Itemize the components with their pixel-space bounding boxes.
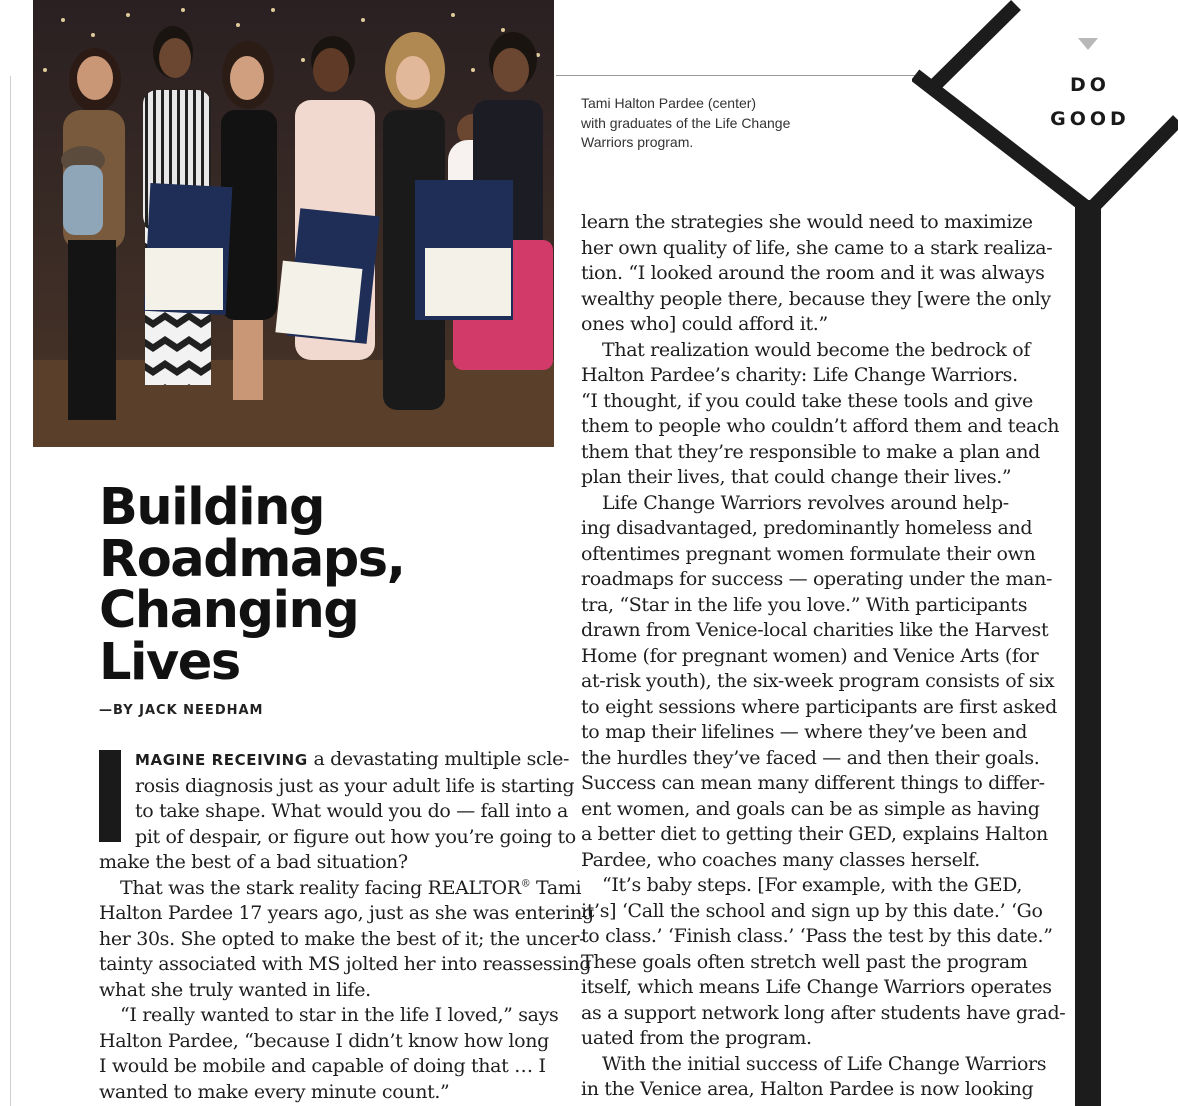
drop-cap: I xyxy=(99,750,121,842)
body-line: her own quality of life, she came to a stark realiza- xyxy=(581,236,1053,259)
body-line: make the best of a bad situation? xyxy=(99,851,408,873)
byline: —BY JACK NEEDHAM xyxy=(99,703,264,718)
body-line: to map their lifelines — where they’ve been and xyxy=(581,721,1028,743)
body-line: to class.’ ‘Finish class.’ ‘Pass the test by this date.” xyxy=(581,925,1053,947)
body-text: Tami xyxy=(530,876,582,899)
body-line: tainty associated with MS jolted her into reassessing xyxy=(99,953,592,975)
body-line: “I thought, if you could take these tools and give xyxy=(581,389,1033,412)
down-arrow-icon xyxy=(1078,38,1098,50)
body-line: the hurdles they’ve faced — and then their goals. xyxy=(581,746,1040,769)
headline xyxy=(99,478,539,692)
caption-line: Warriors program. xyxy=(581,134,694,150)
body-line: Home (for pregnant women) and Venice Arts (for xyxy=(581,644,1039,667)
body-line: them to people who couldn’t afford them and teach xyxy=(581,415,1060,437)
body-line: itself, which means Life Change Warriors operates xyxy=(581,976,1052,998)
body-line: drawn from Venice-local charities like the Harvest xyxy=(581,619,1049,641)
body-line: That realization would become the bedrock of xyxy=(602,338,1031,361)
body-line: Halton Pardee, “because I didn’t know how long xyxy=(99,1029,549,1052)
body-line: Pardee, who coaches many classes herself. xyxy=(581,848,980,871)
registered-mark: ® xyxy=(520,878,531,890)
article-left-column xyxy=(99,747,594,1105)
body-text: a devastating multiple scle- xyxy=(307,748,570,770)
body-line: pit of despair, or figure out how you’re going to xyxy=(135,825,576,848)
body-line: rosis diagnosis just as your adult life is starting xyxy=(135,774,575,797)
body-line: These goals often stretch well past the program xyxy=(581,950,1028,973)
section-label-line2: GOOD xyxy=(1050,108,1130,130)
headline-line: Changing xyxy=(99,581,359,640)
photo-caption xyxy=(581,94,881,153)
headline-line: Building xyxy=(99,478,324,537)
body-line: to take shape. What would you do — fall into a xyxy=(135,800,568,822)
body-line: to eight sessions where participants are first asked xyxy=(581,695,1057,718)
body-line: oftentimes pregnant women formulate their own xyxy=(581,542,1036,565)
body-line: “I really wanted to star in the life I loved,” says xyxy=(120,1004,559,1026)
caption-line: with graduates of the Life Change xyxy=(581,114,791,131)
article-right-column xyxy=(581,210,1066,1103)
caption-line: Tami Halton Pardee (center) xyxy=(581,95,757,111)
body-line: tion. “I looked around the room and it was always xyxy=(581,262,1045,284)
body-line: in the Venice area, Halton Pardee is now looking xyxy=(581,1078,1034,1100)
body-line: “It’s baby steps. [For example, with the GED, xyxy=(602,874,1023,896)
body-line: roadmaps for success — operating under the man- xyxy=(581,568,1053,590)
lead-in: MAGINE RECEIVING xyxy=(135,751,308,769)
body-line: at-risk youth), the six-week program consists of six xyxy=(581,670,1055,692)
section-label-line1: DO xyxy=(1070,74,1110,96)
body-line: tra, “Star in the life you love.” With participants xyxy=(581,593,1028,616)
body-line: Life Change Warriors revolves around help- xyxy=(602,491,1009,514)
body-line: Halton Pardee’s charity: Life Change Warriors. xyxy=(581,364,1018,386)
body-line: With the initial success of Life Change Warriors xyxy=(602,1052,1047,1075)
body-line: uated from the program. xyxy=(581,1027,812,1049)
caption-top-rule xyxy=(556,75,916,76)
body-line: wealthy people there, because they [were the only xyxy=(581,287,1051,310)
body-line: a better diet to getting their GED, explains Halton xyxy=(581,823,1048,845)
body-line: what she truly wanted in life. xyxy=(99,978,371,1001)
body-line xyxy=(99,747,570,774)
body-line: plan their lives, that could change their lives.” xyxy=(581,466,1012,488)
body-line: ones who] could afford it.” xyxy=(581,313,828,335)
body-line: ing disadvantaged, predominantly homeless and xyxy=(581,517,1033,539)
body-line: as a support network long after students have grad- xyxy=(581,1001,1066,1024)
body-line: I would be mobile and capable of doing that … I xyxy=(99,1055,546,1077)
body-text: That was the stark reality facing REALTOR xyxy=(120,876,521,899)
body-line: learn the strategies she would need to maximize xyxy=(581,211,1033,233)
headline-line: Roadmaps, xyxy=(99,529,405,589)
article-photo xyxy=(33,0,554,447)
body-line: Halton Pardee 17 years ago, just as she was entering xyxy=(99,902,594,924)
headline-line: Lives xyxy=(99,632,240,692)
body-line: ent women, and goals can be as simple as having xyxy=(581,797,1040,820)
left-margin-rule xyxy=(10,76,11,1106)
section-spine xyxy=(1075,200,1101,1106)
body-line: Success can mean many different things to differ- xyxy=(581,772,1045,794)
body-line: wanted to make every minute count.” xyxy=(99,1080,450,1103)
body-line: them that they’re responsible to make a plan and xyxy=(581,440,1040,463)
body-line: her 30s. She opted to make the best of it; the uncer- xyxy=(99,927,586,950)
body-line xyxy=(99,876,582,902)
body-line: it’s] ‘Call the school and sign up by this date.’ ‘Go xyxy=(581,899,1043,922)
